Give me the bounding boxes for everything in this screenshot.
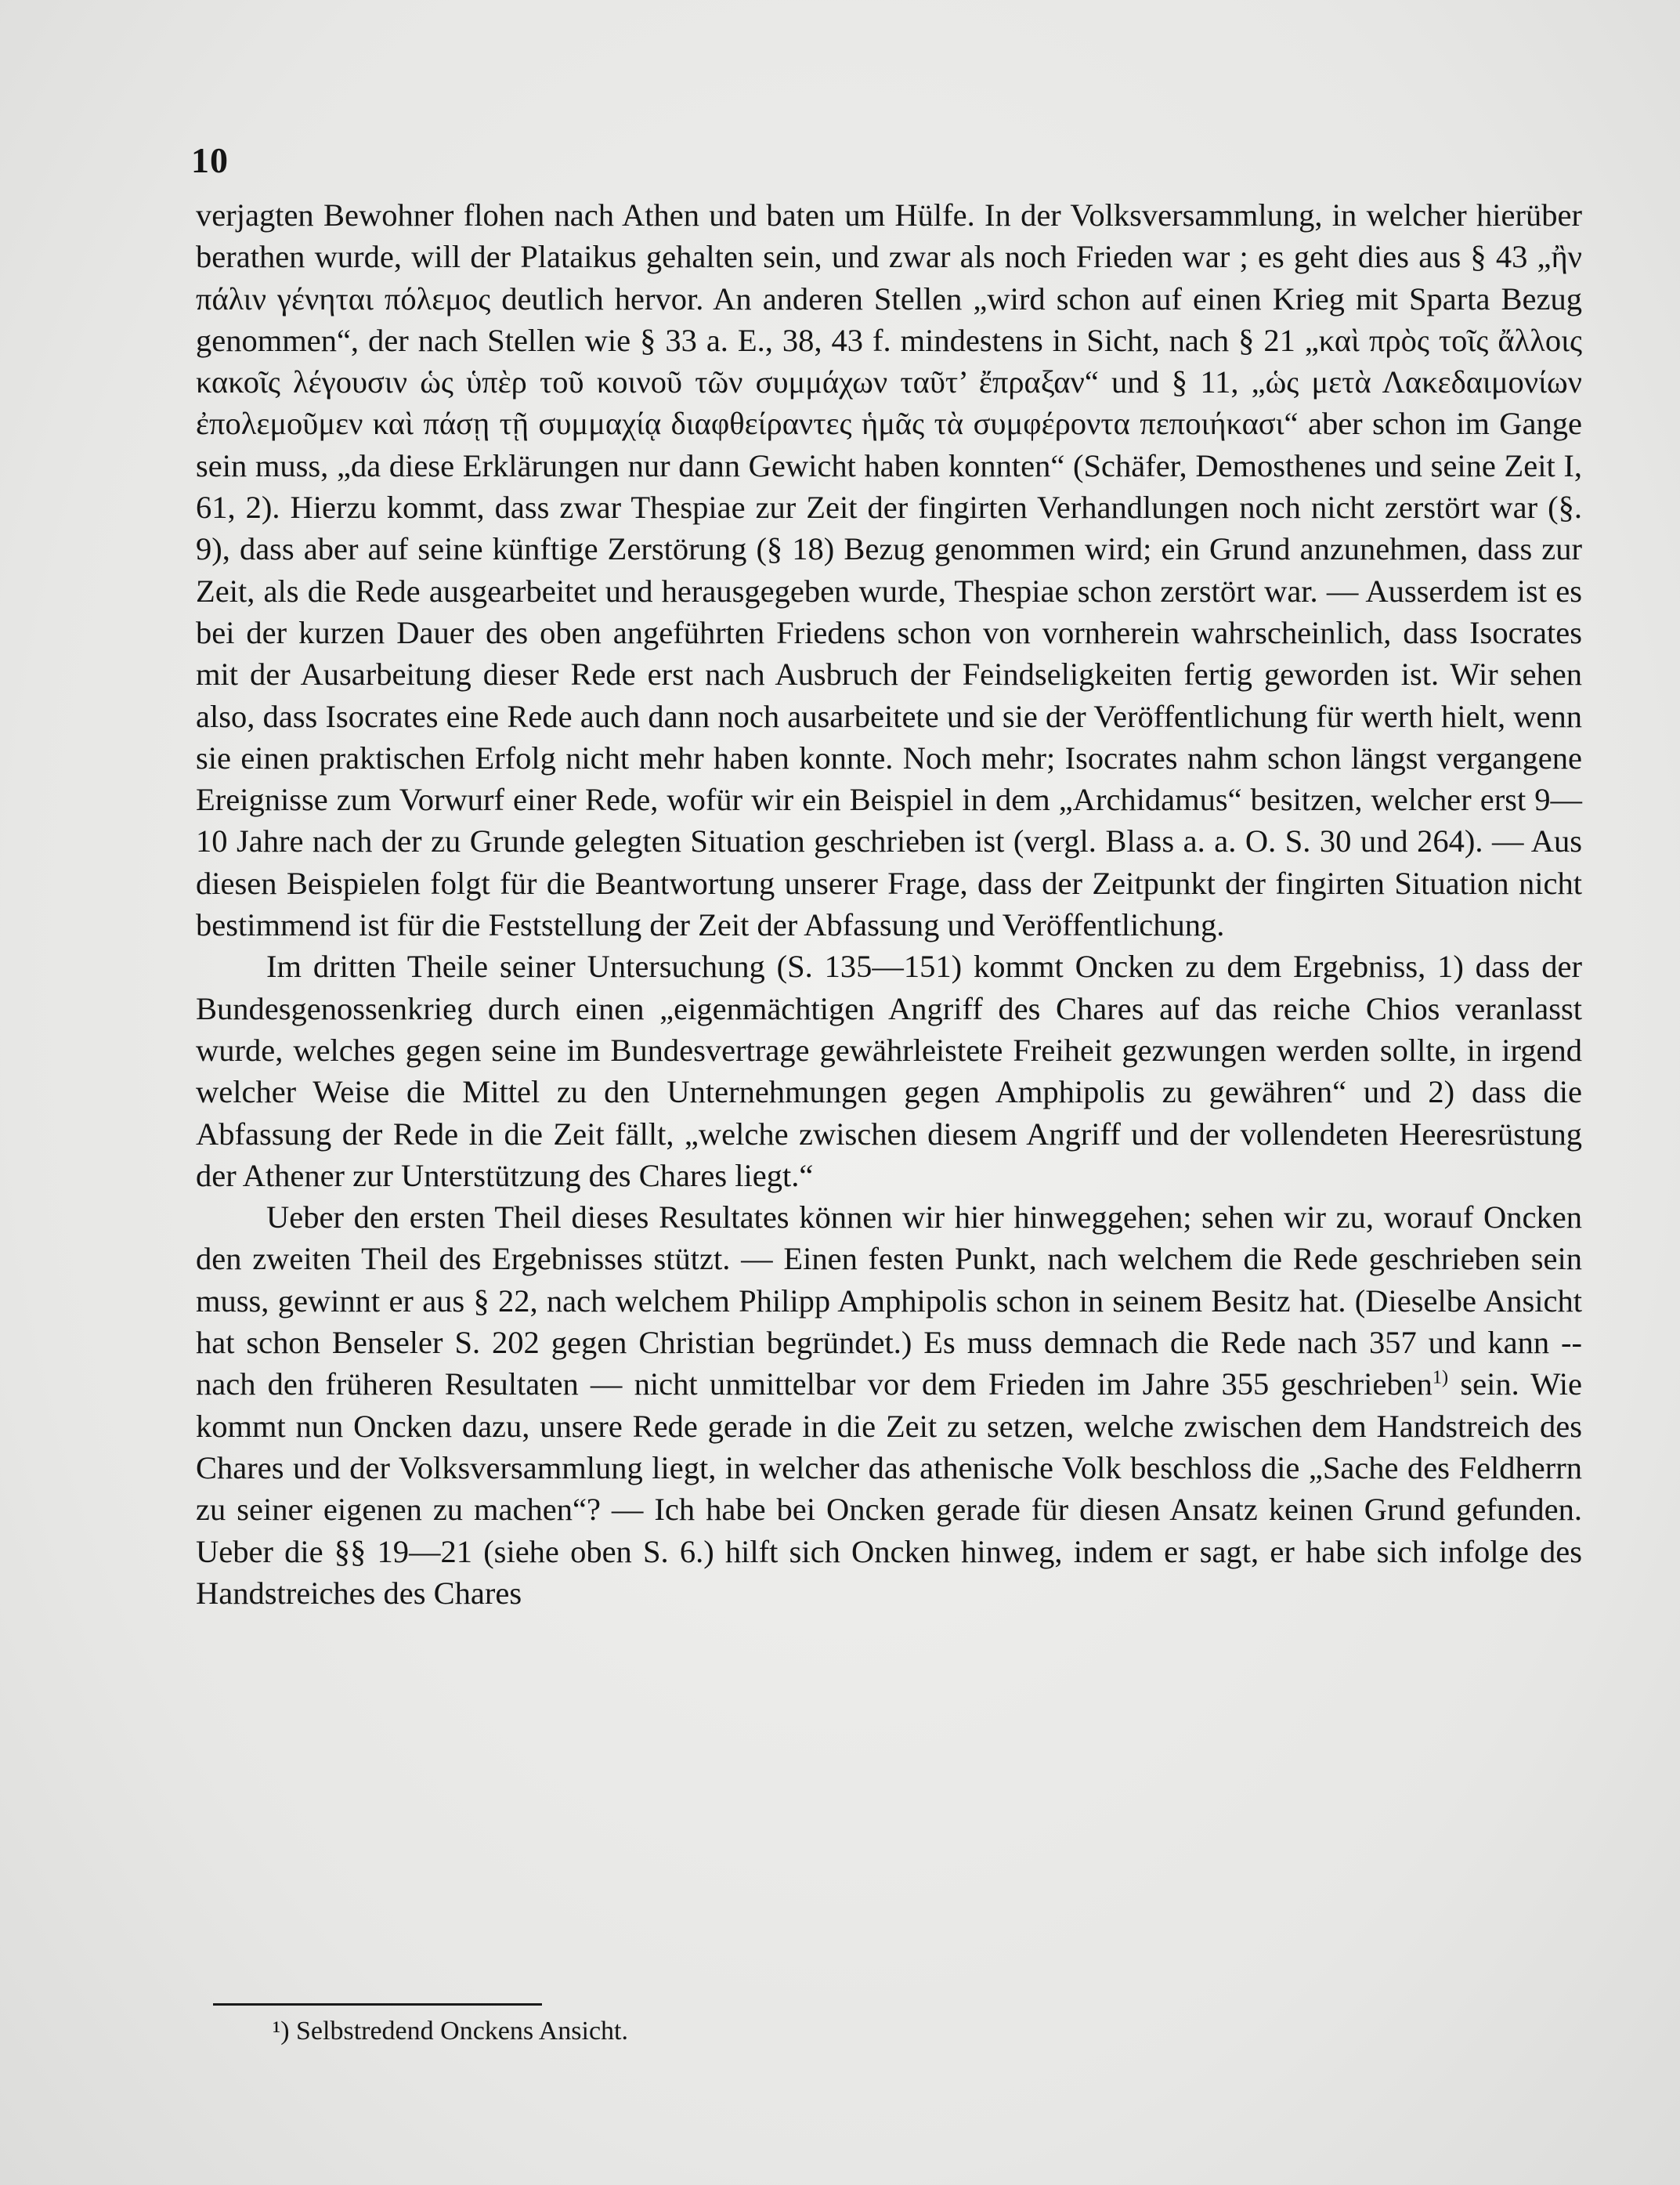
paragraph-3-text: Ueber den ersten Theil dieses Resultates können wir hier hinweggehen; sehen wir zu, worauf Oncken den zweiten Theil des Ergebnisses stützt. — Einen festen Punkt, nach welchem die Rede geschrieben sein muss, gewinnt er aus § 22, nach welchem Philipp Amphipolis schon in seinem Besitz hat. (Dieselbe Ansicht hat schon Benseler S. 202 gegen Christian begründet.) Es muss demnach die Rede nach 357 und kann -- nach den früheren Resultaten — nicht unmittelbar vor dem Frieden im Jahre 355 geschrieben (196, 1199, 1582, 1402)
paragraph-1: verjagten Bewohner flohen nach Athen und baten um Hülfe. In der Volksversammlung, in welcher hierüber berathen wurde, will der Plataikus gehalten sein, und zwar als noch Frieden war ; es geht dies aus § 43 „ἢν πάλιν γένηται πόλεμος deutlich hervor. An anderen Stellen „wird schon auf einen Krieg mit Sparta Bezug genommen“, der nach Stellen wie § 33 a. E., 38, 43 f. mindestens in Sicht, nach § 21 „καὶ πρὸς τοῖς ἄλλοις κακοῖς λέγουσιν ὡς ὑπὲρ τοῦ κοινοῦ τῶν συμμάχων ταῦτ’ ἔπραξαν“ und § 11, „ὡς μετὰ Λακεδαιμονίων ἐπολεμοῦμεν καὶ πάσῃ τῇ συμμαχίᾳ διαφθείραντες ἡμᾶς τὰ συμφέροντα πεποιήκασι“ aber schon im Gange sein muss, „da diese Erklärungen nur dann Gewicht haben konnten“ (Schäfer, Demosthenes und seine Zeit I, 61, 2). Hierzu kommt, dass zwar Thespiae zur Zeit der fingirten Verhandlungen noch nicht zerstört war (§. 9), dass aber auf seine künftige Zerstörung (§ 18) Bezug genommen wird; ein Grund anzunehmen, dass zur Zeit, als die Rede ausgearbeitet und herausgegeben wurde, Thespiae schon zerstört war. — Ausserdem ist es bei der kurzen Dauer des oben angeführten Friedens schon von vornherein wahrscheinlich, dass Isocrates mit der Ausarbeitung dieser Rede erst nach Ausbruch der Feindseligkeiten fertig geworden ist. Wir sehen also, dass Isocrates eine Rede auch dann noch ausarbeitete und sie der Veröffentlichung für werth hielt, wenn sie einen praktischen Erfolg nicht mehr haben konnte. Noch mehr; Isocrates nahm schon längst vergangene Ereignisse zum Vorwurf einer Rede, wofür wir ein Beispiel in dem „Archidamus“ besitzen, welcher erst 9—10 Jahre nach der zu Grunde gelegten Situation geschrieben ist (vergl. Blass a. a. O. S. 30 und 264). — Aus diesen Beispielen folgt für die Beantwortung unserer Frage, dass der Zeitpunkt der fingirten Situation nicht bestimmend ist für die Feststellung der Zeit der Abfassung und Veröffentlichung. (196, 197, 1582, 943)
body-text (196, 194, 1582, 1614)
footnote-marker: ¹) (273, 2017, 290, 2046)
paragraph-3-continuation: sein. Wie kommt nun Oncken dazu, unsere Rede gerade in die Zeit zu setzen, welche zwischen dem Handstreich des Chares und der Volksversammlung liegt, in welcher das athenische Volk beschloss die „Sache des Feldherrn zu seiner eigenen zu machen“? — Ich habe bei Oncken gerade für diesen Ansatz keinen Grund gefunden. Ueber die §§ 19—21 (siehe oben S. 6.) hilft sich Oncken hinweg, indem er sagt, er habe sich infolge des Handstreiches des Chares (196, 1366, 1583, 1611)
paragraph-2: Im dritten Theile seiner Untersuchung (S. 135—151) kommt Oncken zu dem Ergebniss, 1) dass der Bundesgenossenkrieg durch einen „eigenmächtigen Angriff des Chares auf das reiche Chios veranlasst wurde, welches gegen seine im Bundesvertrage gewährleistete Freiheit gezwungen werden sollte, in irgend welcher Weise die Mittel zu den Unternehmungen gegen Amphipolis zu gewähren“ und 2) dass die Abfassung der Rede in die Zeit fällt, „welche zwischen diesem Angriff und der vollendeten Heeresrüstung der Athener zur Unterstützung des Chares liegt.“ (196, 949, 1582, 1193)
footnote (273, 2012, 628, 2051)
footnote-reference: 1) (1432, 1366, 1449, 1388)
footnote-divider (213, 2003, 542, 2006)
paragraph-3 (196, 1196, 1582, 1614)
page-number: 10 (191, 140, 229, 180)
footnote-text: Selbstredend Onckens Ansicht. (296, 2017, 629, 2046)
